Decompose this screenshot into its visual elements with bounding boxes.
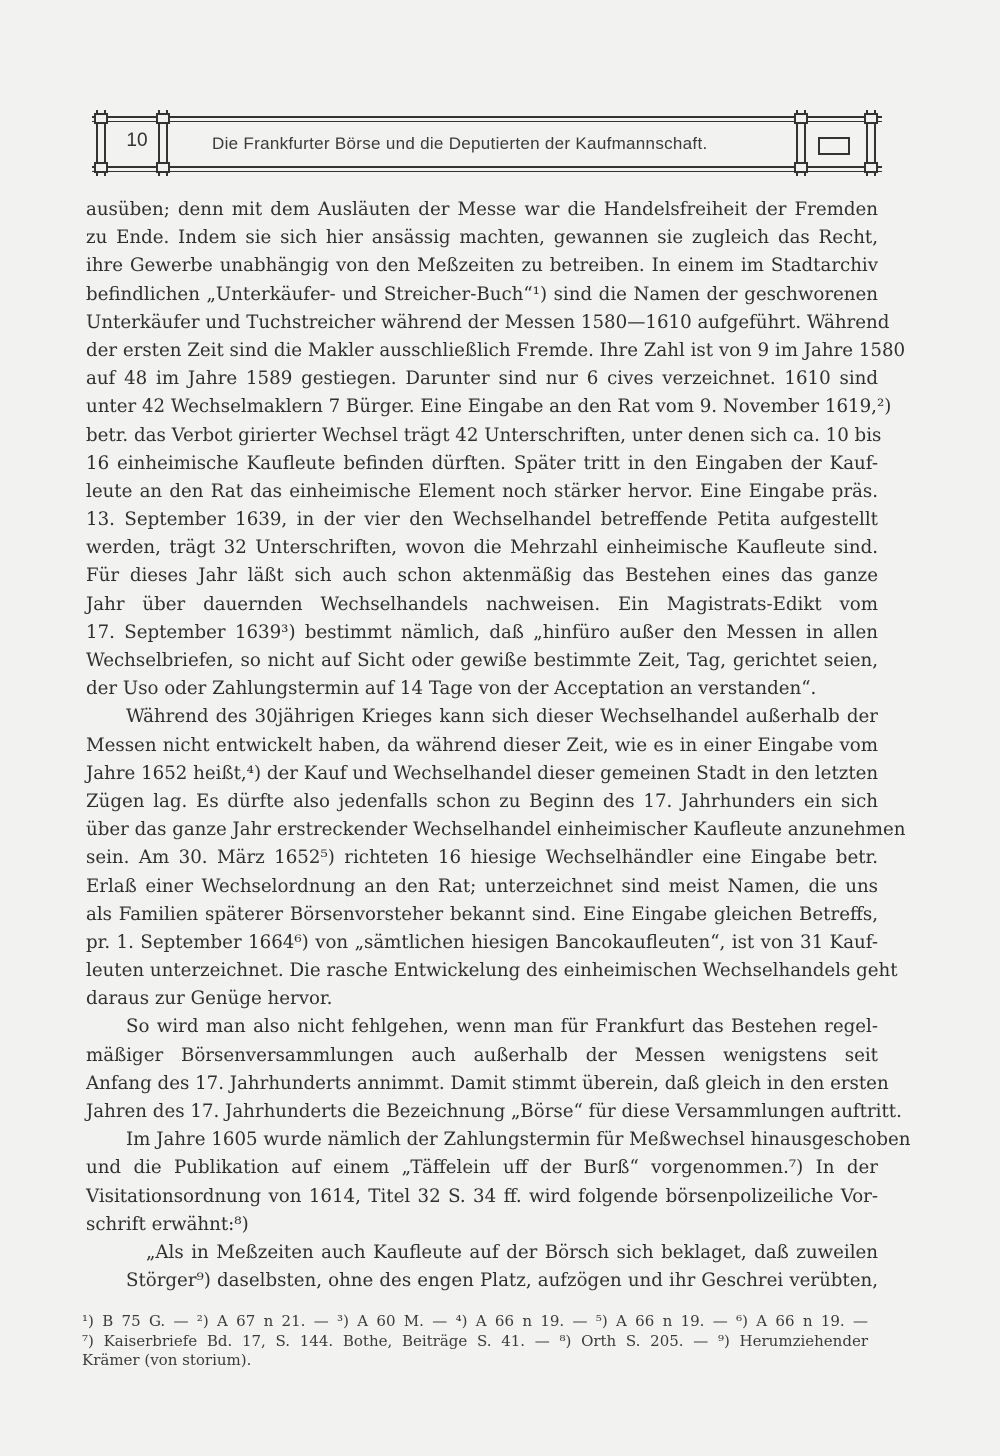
text-line: unter 42 Wechselmaklern 7 Bürger. Eine Eingabe an den Rat vom 9. November 1619,²) — [86, 396, 892, 418]
footnotes — [82, 1312, 868, 1371]
text-line: der Uso oder Zahlungstermin auf 14 Tage von der Acceptation an verstanden“. — [86, 678, 817, 700]
text-line: leute an den Rat das einheimische Element noch stärker hervor. Eine Eingabe präs. — [86, 480, 878, 502]
text-line: betr. das Verbot girierter Wechsel trägt 42 Unterschriften, unter denen sich ca. 10 bis — [86, 424, 882, 446]
text-line: leuten unterzeichnet. Die rasche Entwickelung des einheimischen Wechselhandels geht — [86, 960, 898, 982]
text-line: So wird man also nicht fehlgehen, wenn man für Frankfurt das Bestehen regel- — [126, 1016, 878, 1038]
text-line: schrift erwähnt:⁸) — [86, 1213, 249, 1235]
text-line: Jahren des 17. Jahrhunderts die Bezeichnung „Börse“ für diese Versammlungen auftritt. — [86, 1101, 902, 1122]
text-line: daraus zur Genüge hervor. — [86, 988, 333, 1010]
text-line: Anfang des 17. Jahrhunderts annimmt. Damit stimmt überein, daß gleich in den ersten — [86, 1072, 889, 1094]
text-line: „Als in Meßzeiten auch Kaufleute auf der Börsch sich beklaget, daß zuweilen — [146, 1241, 878, 1263]
text-line: ausüben; denn mit dem Ausläuten der Messe war die Handelsfreiheit der Fremden — [86, 199, 878, 220]
ornament-post-right-outer — [866, 110, 876, 176]
text-line: sein. Am 30. März 1652⁵) richteten 16 hiesige Wechselhändler eine Eingabe betr. — [86, 847, 878, 869]
text-line: auf 48 im Jahre 1589 gestiegen. Darunter sind nur 6 cives verzeichnet. 1610 sind — [86, 368, 878, 390]
text-line: 13. September 1639, in der vier den Wechselhandel betreffende Petita aufgestellt — [86, 509, 878, 531]
text-line: Im Jahre 1605 wurde nämlich der Zahlungstermin für Meßwechsel hinausgeschoben — [126, 1129, 911, 1151]
footnote-line: ⁷) Kaiserbriefe Bd. 17, S. 144. Bothe, Beiträge S. 41. — ⁸) Orth S. 205. — ⁹) Herumziehender — [82, 1331, 868, 1350]
text-line: zu Ende. Indem sie sich hier ansässig machten, gewannen sie zugleich das Recht, — [86, 227, 878, 249]
text-line: Jahr über dauernden Wechselhandels nachweisen. Ein Magistrats-Edikt vom — [86, 593, 878, 615]
text-line: Messen nicht entwickelt haben, da während dieser Zeit, wie es in einer Eingabe vom — [86, 734, 878, 756]
header-rule-bottom — [92, 166, 882, 172]
text-line: Zügen lag. Es dürfte also jedenfalls schon zu Beginn des 17. Jahrhunders ein sich — [86, 790, 878, 812]
text-line: werden, trägt 32 Unterschriften, wovon die Mehrzahl einheimische Kaufleute sind. — [86, 537, 878, 559]
text-line: Erlaß einer Wechselordnung an den Rat; unterzeichnet sind meist Namen, die uns — [86, 875, 878, 897]
ornament-post-left — [96, 110, 106, 176]
text-line: Jahre 1652 heißt,⁴) der Kauf und Wechselhandel dieser gemeinen Stadt in den letzten — [86, 762, 879, 784]
page-header — [92, 110, 882, 182]
text-line: Wechselbriefen, so nicht auf Sicht oder gewiße bestimmte Zeit, Tag, gerichtet seien, — [86, 650, 878, 671]
header-rule-top — [92, 116, 882, 122]
text-line: über das ganze Jahr erstreckender Wechselhandel einheimischer Kaufleute anzunehmen — [86, 819, 906, 841]
text-line: Für dieses Jahr läßt sich auch schon aktenmäßig das Bestehen eines das ganze — [86, 565, 878, 587]
running-title: Die Frankfurter Börse und die Deputierten der Kaufmannschaft. — [212, 134, 708, 153]
footnote-line: Krämer (von storium). — [82, 1351, 252, 1369]
text-line: mäßiger Börsenversammlungen auch außerhalb der Messen wenigstens seit — [86, 1044, 878, 1066]
text-line: ihre Gewerbe unabhängig von den Meßzeiten zu betreiben. In einem im Stadtarchiv — [86, 255, 878, 277]
text-line: und die Publikation auf einem „Täffelein uff der Burß“ vorgenommen.⁷) In der — [86, 1157, 878, 1179]
text-line: pr. 1. September 1664⁶) von „sämtlichen hiesigen Bancokaufleuten“, ist von 31 Kauf- — [86, 931, 878, 953]
ornament-post-right-inner — [796, 110, 806, 176]
text-line: als Familien späterer Börsenvorsteher bekannt sind. Eine Eingabe gleichen Betreffs, — [86, 903, 878, 925]
text-line: der ersten Zeit sind die Makler ausschließlich Fremde. Ihre Zahl ist von 9 im Jahre 1580 — [86, 339, 906, 361]
text-line: Störger⁹) daselbsten, ohne des engen Platz, aufzögen und ihr Geschrei verübten, — [126, 1270, 878, 1292]
text-line: Unterkäufer und Tuchstreicher während der Messen 1580—1610 aufgeführt. Während — [86, 311, 890, 333]
text-line: 17. September 1639³) bestimmt nämlich, daß „hinfüro außer den Messen in allen — [86, 621, 878, 643]
text-line: befindlichen „Unterkäufer- und Streicher-Buch“¹) sind die Namen der geschworenen — [86, 283, 878, 305]
body-text — [86, 196, 911, 1295]
text-line: Während des 30jährigen Krieges kann sich dieser Wechselhandel außerhalb der — [126, 706, 878, 728]
ornament-box-icon — [818, 137, 850, 155]
page-number: 10 — [126, 130, 148, 151]
text-line: 16 einheimische Kaufleute befinden dürften. Später tritt in den Eingaben der Kauf- — [86, 452, 878, 474]
footnote-line: ¹) B 75 G. — ²) A 67 n 21. — ³) A 60 M. — ⁴) A 66 n 19. — ⁵) A 66 n 19. — ⁶) A 66 n 19. — — [82, 1312, 868, 1330]
text-line: Visitationsordnung von 1614, Titel 32 S. 34 ff. wird folgende börsenpolizeiliche Vor- — [86, 1185, 878, 1207]
